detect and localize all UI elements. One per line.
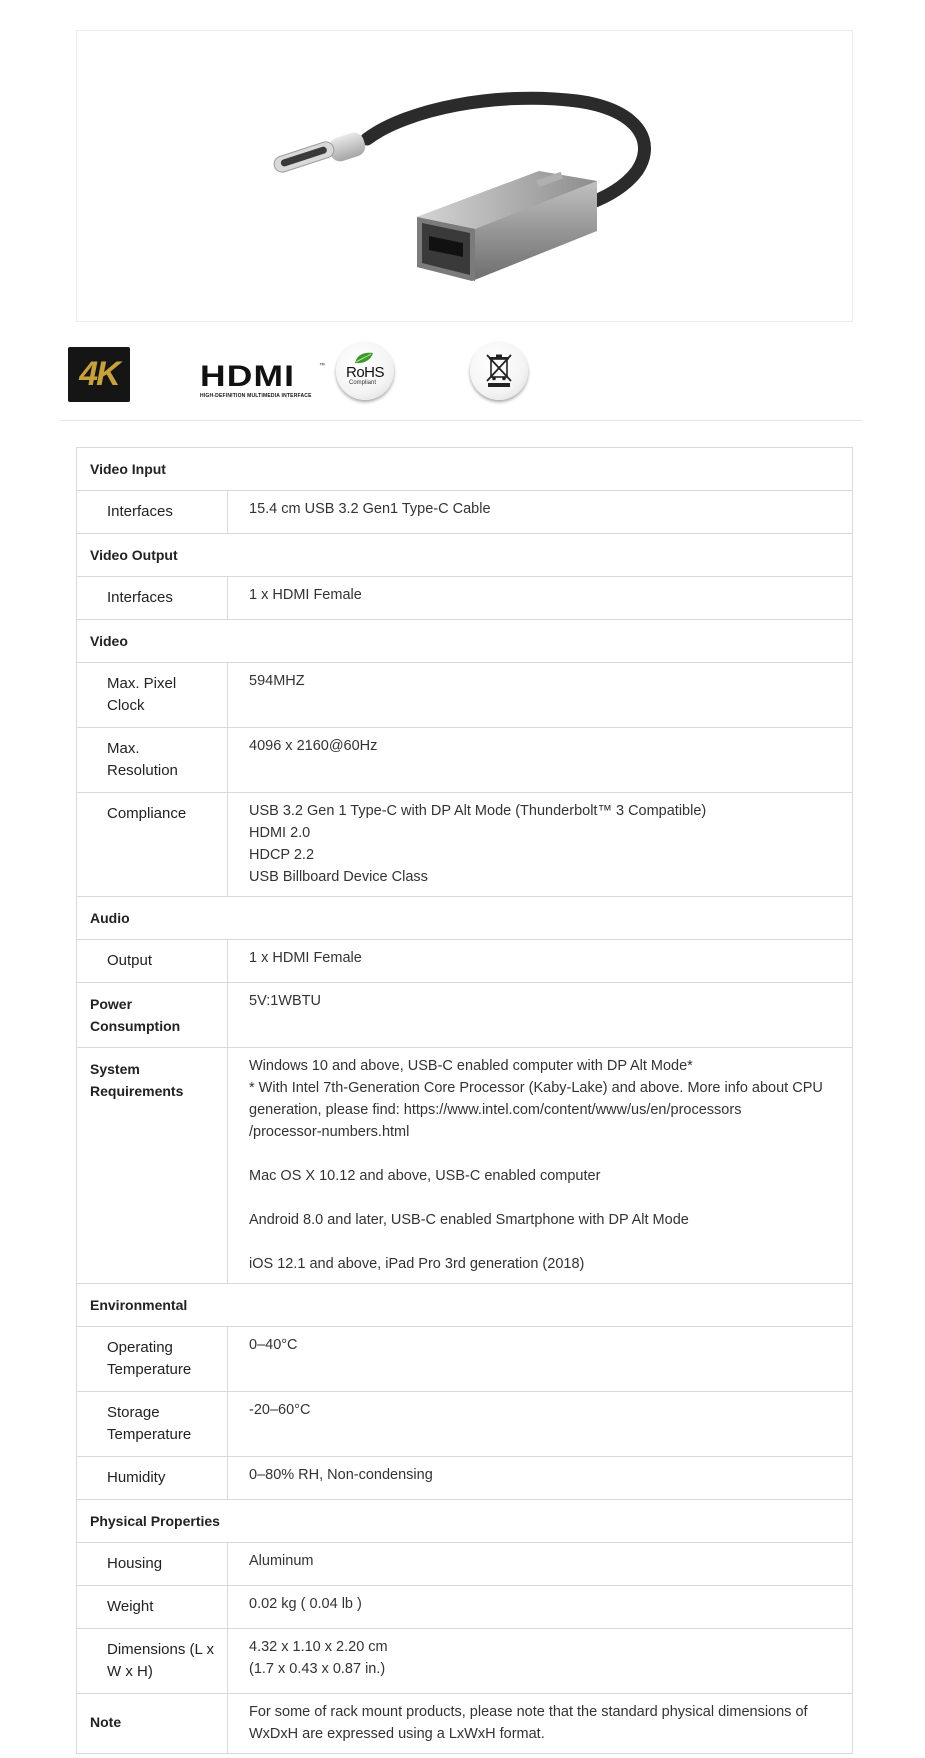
spec-row-weight <box>77 1585 852 1628</box>
section-title: Environmental <box>90 1297 188 1313</box>
spec-row-pixel-clock <box>77 662 852 727</box>
compliance-line: HDCP 2.2 <box>249 847 315 863</box>
label-line: Requirements <box>90 1083 184 1099</box>
dimension-line: 4.32 x 1.10 x 2.20 cm <box>249 1639 388 1655</box>
certification-badges <box>60 340 870 422</box>
spec-label <box>77 1392 228 1456</box>
requirement-line: * With Intel 7th-Generation Core Processor (Kaby-Lake) and above. More info about CPU <box>249 1080 823 1096</box>
spec-value <box>228 1048 852 1283</box>
label-line: Consumption <box>90 1018 181 1034</box>
section-heading-video-input <box>77 448 852 490</box>
spec-row-audio-output <box>77 939 852 982</box>
spec-row-storage-temperature <box>77 1391 852 1456</box>
spec-row-power <box>77 982 852 1047</box>
requirement-line: generation, please find: https://www.intel.com/content/www/us/en/processors <box>249 1102 742 1118</box>
label-line: Dimensions (L x <box>107 1641 214 1658</box>
spec-value: 0–40°C <box>249 1337 298 1353</box>
note-line: WxDxH are expressed using a LxWxH format. <box>249 1726 545 1742</box>
rohs-label: RoHS <box>346 364 385 381</box>
spec-value: 5V:1WBTU <box>249 993 321 1009</box>
leaf-icon <box>353 351 375 365</box>
spec-row-operating-temperature <box>77 1326 852 1391</box>
spec-value: Aluminum <box>249 1553 314 1569</box>
spec-label <box>77 1629 228 1693</box>
spec-value <box>228 793 852 896</box>
spec-label <box>77 1327 228 1391</box>
spec-row-compliance <box>77 792 852 896</box>
spec-row-note <box>77 1693 852 1753</box>
spec-label: Humidity <box>77 1457 228 1499</box>
label-line: System <box>90 1061 140 1077</box>
compliance-line: USB Billboard Device Class <box>249 869 428 885</box>
note-line: For some of rack mount products, please note that the standard physical dimensions of <box>249 1704 808 1720</box>
dimension-line: (1.7 x 0.43 x 0.87 in.) <box>249 1661 386 1677</box>
section-heading-audio <box>77 896 852 939</box>
label-line: Storage <box>107 1404 160 1421</box>
spec-label: Housing <box>77 1543 228 1585</box>
spec-label: Max. Resolution <box>77 728 228 792</box>
rohs-compliant-label: Compliant <box>349 380 377 386</box>
4k-badge-icon <box>68 347 130 402</box>
paragraph-gap <box>249 1143 830 1165</box>
spec-row-humidity <box>77 1456 852 1499</box>
specification-table <box>76 447 853 1754</box>
4k-label: 4K <box>79 355 119 393</box>
spec-value: -20–60°C <box>249 1402 311 1418</box>
spec-row-system-requirements <box>77 1047 852 1283</box>
label-line: W x H) <box>107 1663 153 1680</box>
spec-row-housing <box>77 1542 852 1585</box>
section-title: Video <box>90 633 128 649</box>
spec-row-input-interfaces <box>77 490 852 533</box>
section-heading-video <box>77 619 852 662</box>
spec-value: 15.4 cm USB 3.2 Gen1 Type-C Cable <box>249 501 491 517</box>
spec-label: Weight <box>77 1586 228 1628</box>
section-title: Video Output <box>90 547 178 563</box>
label-line: Power <box>90 996 133 1012</box>
label-line: Temperature <box>107 1361 192 1378</box>
spec-value: 1 x HDMI Female <box>249 587 362 603</box>
spec-label <box>77 983 228 1047</box>
requirement-line: iOS 12.1 and above, iPad Pro 3rd generation (2018) <box>249 1256 585 1272</box>
spec-value: 0–80% RH, Non-condensing <box>249 1467 433 1483</box>
spec-label <box>77 1048 228 1283</box>
spec-label: Compliance <box>77 793 228 896</box>
rohs-badge-icon <box>336 342 394 400</box>
paragraph-gap <box>249 1187 830 1209</box>
hdmi-tagline: HIGH-DEFINITION MULTIMEDIA INTERFACE <box>200 393 312 399</box>
section-title: Audio <box>90 910 130 926</box>
adapter-illustration <box>77 31 852 321</box>
spec-label: Output <box>77 940 228 982</box>
crossed-bin-icon <box>484 353 514 389</box>
section-heading-environmental <box>77 1283 852 1326</box>
compliance-line: USB 3.2 Gen 1 Type-C with DP Alt Mode (Thunderbolt™ 3 Compatible) <box>249 803 707 819</box>
label-line: Operating <box>107 1339 173 1356</box>
spec-value: 594MHZ <box>249 673 305 689</box>
spec-row-output-interfaces <box>77 576 852 619</box>
label-line: Temperature <box>107 1426 192 1443</box>
spec-label: Interfaces <box>77 491 228 533</box>
spec-row-dimensions <box>77 1628 852 1693</box>
section-heading-video-output <box>77 533 852 576</box>
paragraph-gap <box>249 1231 830 1253</box>
section-title: Video Input <box>90 461 166 477</box>
hdmi-wordmark: HDMI <box>200 360 296 393</box>
product-image <box>76 30 853 322</box>
hdmi-logo-icon <box>200 362 325 402</box>
spec-value: 1 x HDMI Female <box>249 950 362 966</box>
spec-row-resolution <box>77 727 852 792</box>
requirement-line: Android 8.0 and later, USB-C enabled Smartphone with DP Alt Mode <box>249 1212 689 1228</box>
spec-value: 0.02 kg ( 0.04 lb ) <box>249 1596 362 1612</box>
spec-label: Note <box>77 1694 228 1753</box>
weee-badge-icon <box>470 342 528 400</box>
spec-label: Max. Pixel Clock <box>77 663 228 727</box>
section-heading-physical <box>77 1499 852 1542</box>
section-title: Physical Properties <box>90 1513 220 1529</box>
requirement-line: /processor-numbers.html <box>249 1124 410 1140</box>
spec-label: Interfaces <box>77 577 228 619</box>
compliance-line: HDMI 2.0 <box>249 825 311 841</box>
spec-value <box>228 1694 852 1753</box>
requirement-line: Mac OS X 10.12 and above, USB-C enabled computer <box>249 1168 601 1184</box>
hdmi-trademark: ™ <box>319 363 325 369</box>
section-divider <box>60 420 862 421</box>
spec-value <box>228 1629 852 1693</box>
spec-value: 4096 x 2160@60Hz <box>249 738 378 754</box>
requirement-line: Windows 10 and above, USB-C enabled computer with DP Alt Mode* <box>249 1058 693 1074</box>
